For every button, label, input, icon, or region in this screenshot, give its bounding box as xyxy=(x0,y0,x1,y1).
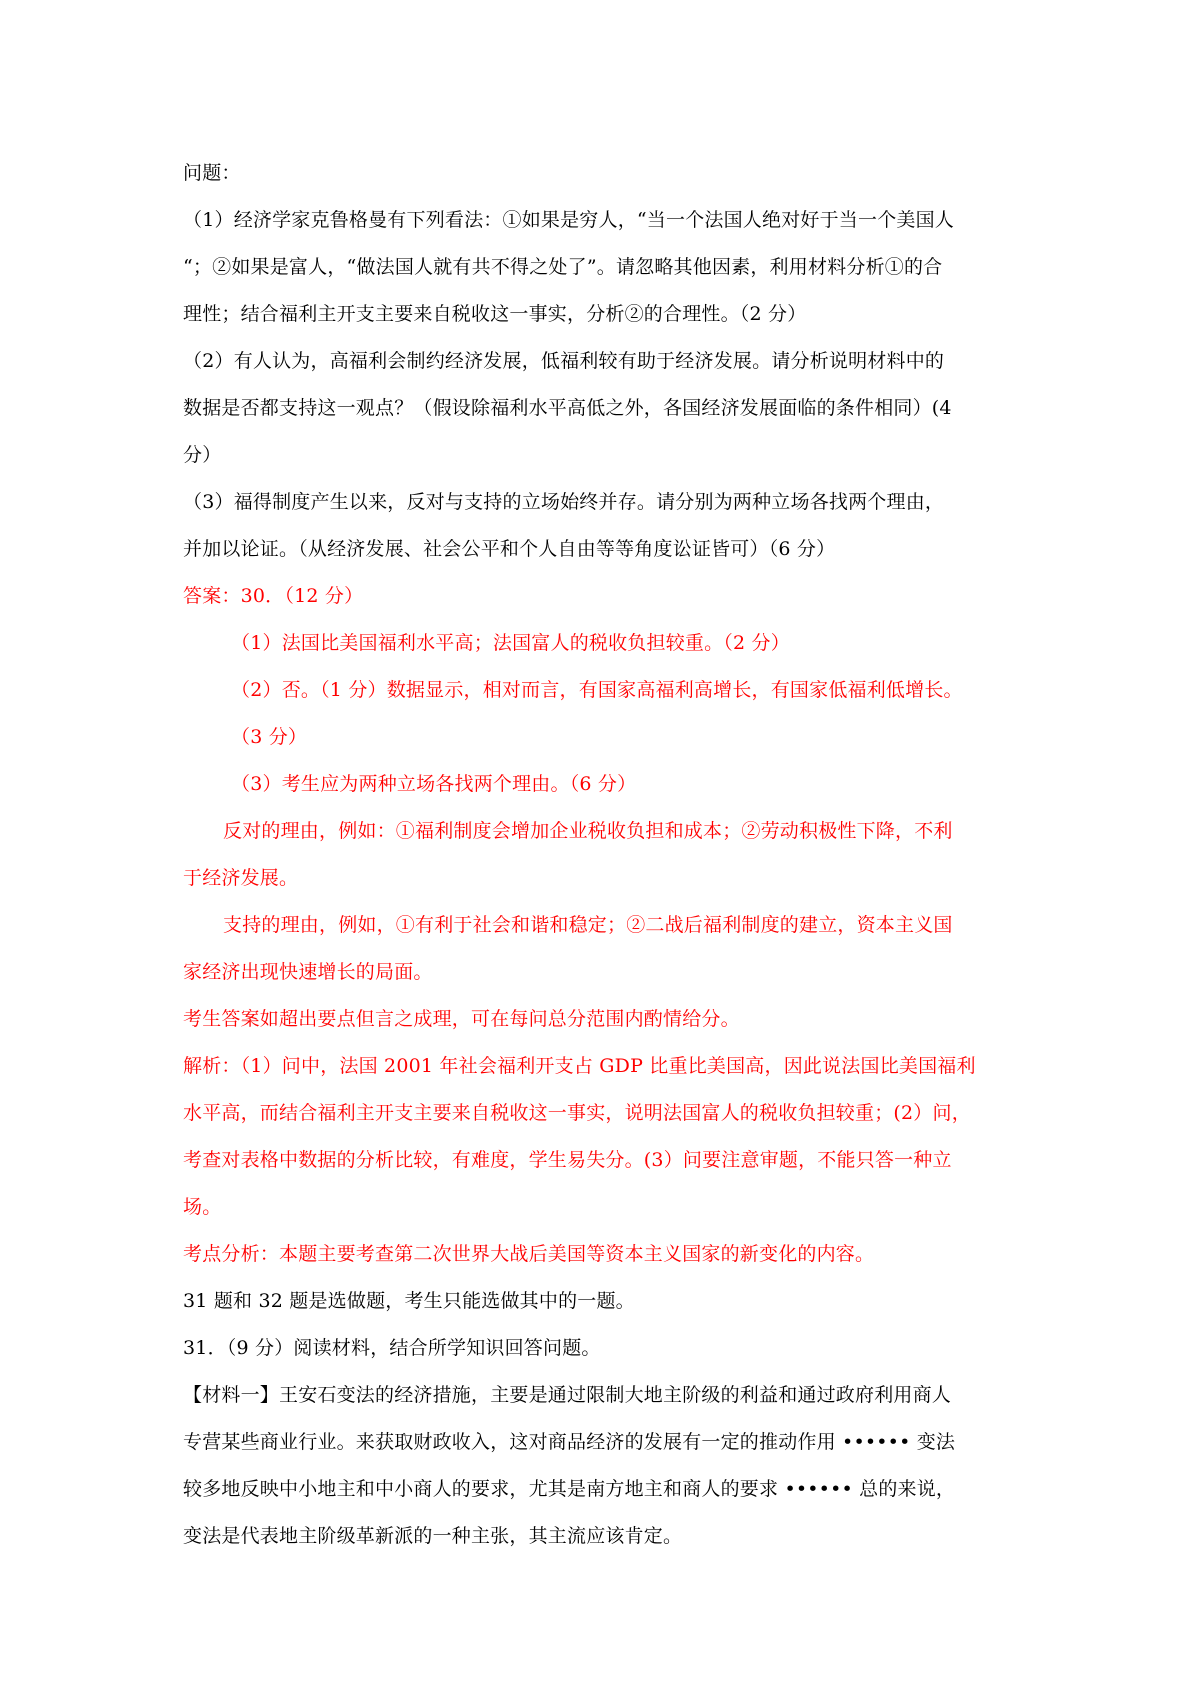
elective-note: 31 题和 32 题是选做题，考生只能选做其中的一题。 xyxy=(183,1290,635,1312)
question-2-line-3: 分） xyxy=(183,444,222,466)
answer-3-oppose-line-2: 于经济发展。 xyxy=(183,867,299,889)
question-heading: 问题： xyxy=(183,162,241,184)
material-1-line-3: 较多地反映中小地主和中小商人的要求，尤其是南方地主和商人的要求 •••••• 总的来说， xyxy=(183,1478,956,1500)
grading-note: 考生答案如超出要点但言之成理，可在每问总分范围内酌情给分。 xyxy=(183,1008,740,1030)
question-2-line-2: 数据是否都支持这一观点？（假设除福利水平高低之外，各国经济发展面临的条件相同）(4 xyxy=(183,397,952,419)
analysis-line-1: 解析：（1）问中，法国 2001 年社会福利开支占 GDP 比重比美国高，因此说法国比美国福利 xyxy=(183,1055,976,1077)
material-1-line-1: 【材料一】王安石变法的经济措施，主要是通过限制大地主阶级的利益和通过政府利用商人 xyxy=(183,1384,952,1406)
analysis-line-2: 水平高，而结合福利主开支主要来自税收这一事实，说明法国富人的税收负担较重；(2）问， xyxy=(183,1102,971,1124)
answer-3-support-line-1: 支持的理由，例如，①有利于社会和谐和稳定；②二战后福利制度的建立，资本主义国 xyxy=(223,914,953,936)
question-3-line-2: 并加以论证。（从经济发展、社会公平和个人自由等等角度讼证皆可）（6 分） xyxy=(183,538,836,560)
question-31-heading: 31．（9 分）阅读材料，结合所学知识回答问题。 xyxy=(183,1337,601,1359)
material-1-line-2: 专营某些商业行业。来获取财政收入，这对商品经济的发展有一定的推动作用 •••••• 变法 xyxy=(183,1431,956,1453)
question-1-line-2: “；②如果是富人，“做法国人就有共不得之处了”。请忽略其他因素，利用材料分析①的合 xyxy=(183,256,943,278)
analysis-line-3: 考查对表格中数据的分析比较，有难度，学生易失分。(3）问要注意审题，不能只答一种立 xyxy=(183,1149,952,1171)
document-page xyxy=(183,150,1035,1560)
question-1-line-1: （1）经济学家克鲁格曼有下列看法：①如果是穷人，“当一个法国人绝对好于当一个美国人 xyxy=(183,209,955,231)
answer-2-line-2: （3 分） xyxy=(231,726,308,748)
answer-3-oppose-line-1: 反对的理由，例如：①福利制度会增加企业税收负担和成本；②劳动积极性下降，不利 xyxy=(223,820,953,842)
question-2-line-1: （2）有人认为，高福利会制约经济发展，低福利较有助于经济发展。请分析说明材料中的 xyxy=(183,350,945,372)
analysis-line-4: 场。 xyxy=(183,1196,222,1218)
answer-1: （1）法国比美国福利水平高；法国富人的税收负担较重。（2 分） xyxy=(231,632,790,654)
answer-heading: 答案：30．（12 分） xyxy=(183,585,364,607)
material-1-line-4: 变法是代表地主阶级革新派的一种主张，其主流应该肯定。 xyxy=(183,1525,683,1547)
key-point-analysis: 考点分析：本题主要考查第二次世界大战后美国等资本主义国家的新变化的内容。 xyxy=(183,1243,875,1265)
answer-3: （3）考生应为两种立场各找两个理由。（6 分） xyxy=(231,773,637,795)
question-3-line-1: （3）福得制度产生以来，反对与支持的立场始终并存。请分别为两种立场各找两个理由， xyxy=(183,491,945,513)
answer-2-line-1: （2）否。（1 分）数据显示，相对而言，有国家高福利高增长，有国家低福利低增长。 xyxy=(231,679,963,701)
question-1-line-3: 理性；结合福利主开支主要来自税收这一事实，分析②的合理性。（2 分） xyxy=(183,303,807,325)
answer-3-support-line-2: 家经济出现快速增长的局面。 xyxy=(183,961,433,983)
